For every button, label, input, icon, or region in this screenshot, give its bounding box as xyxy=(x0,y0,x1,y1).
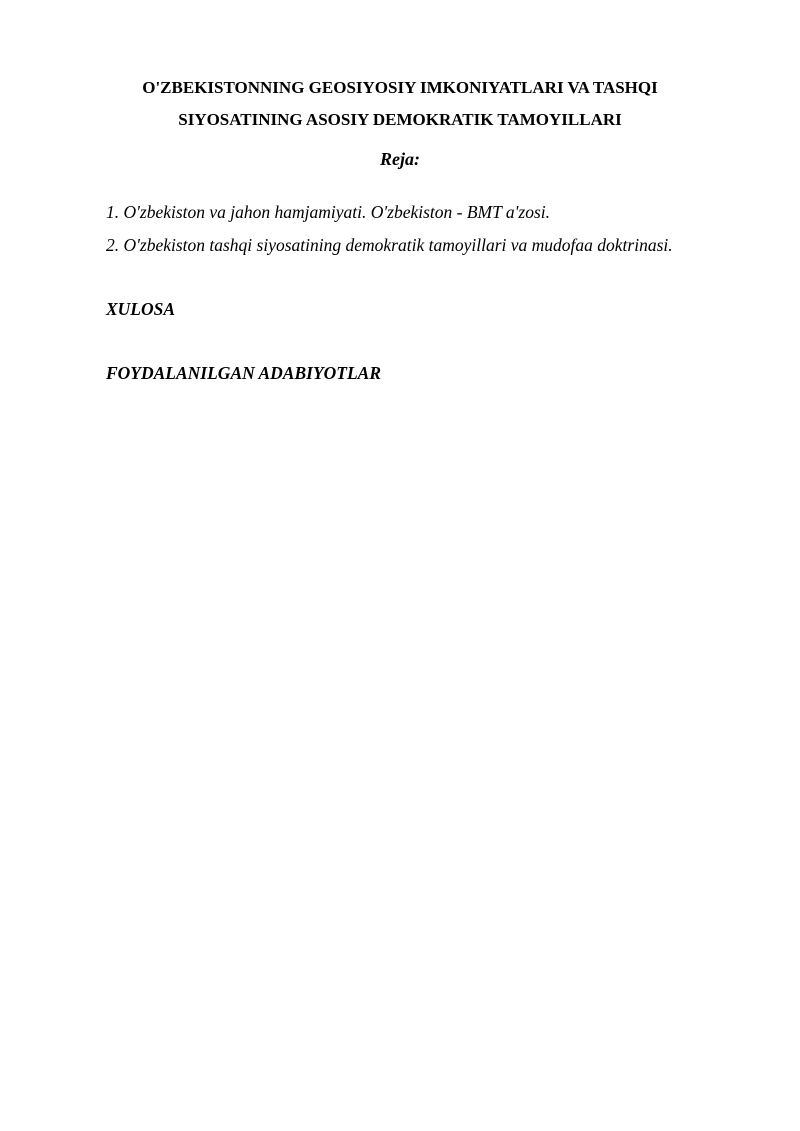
document-title-line-1: O'ZBEKISTONNING GEOSIYOSIY IMKONIYATLARI VA TASHQI xyxy=(142,78,658,97)
plan-item-1: 1. O'zbekiston va jahon hamjamiyati. O'zbekiston - BMT a'zosi. xyxy=(106,202,551,222)
plan-heading: Reja: xyxy=(380,149,420,169)
conclusion-heading: XULOSA xyxy=(106,299,176,319)
references-heading: FOYDALANILGAN ADABIYOTLAR xyxy=(106,363,382,383)
plan-item-2: 2. O'zbekiston tashqi siyosatining demokratik tamoyillari va mudofaa doktrinasi. xyxy=(106,235,673,255)
document-title-line-2: SIYOSATINING ASOSIY DEMOKRATIK TAMOYILLARI xyxy=(178,110,622,129)
